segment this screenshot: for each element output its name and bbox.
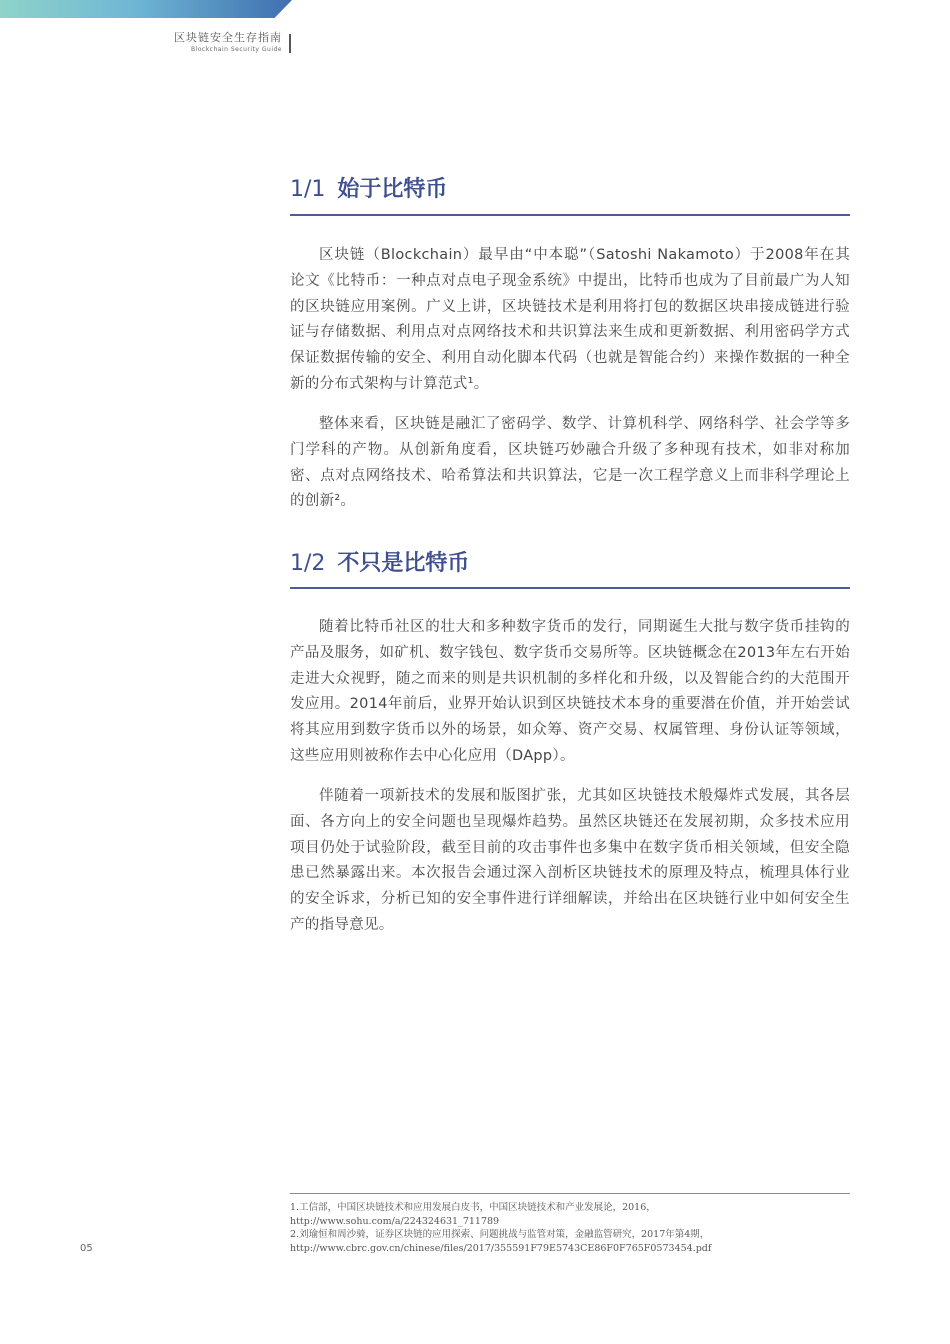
section-rule <box>290 214 850 216</box>
footnote-line: 1.工信部，中国区块链技术和应用发展白皮书，中国区块链技术和产业发展论，2016， <box>290 1202 656 1213</box>
footnote-link[interactable]: http://www.sohu.com/a/224324631_711789 <box>290 1215 500 1227</box>
header-title-cn: 区块链安全生存指南 <box>174 31 282 44</box>
section-title: 始于比特币 <box>337 177 448 202</box>
section-title: 不只是比特币 <box>337 551 470 576</box>
section-rule <box>290 587 850 589</box>
footnote-line: 2.刘瑜恒和周沙骑，证券区块链的应用探索、问题挑战与监管对策，金融监管研究，2017年第4期， <box>290 1229 710 1240</box>
footnote-link[interactable]: http://www.cbrc.gov.cn/chinese/files/2017/355591F79E5743CE86F0F765F0573454.pdf <box>290 1242 712 1254</box>
body-paragraph: 伴随着一项新技术的发展和版图扩张，尤其如区块链技术般爆炸式发展，其各层面、各方向上的安全问题也呈现爆炸趋势。虽然区块链还在发展初期，众多技术应用项目仍处于试验阶段，截至目前的攻击事件也多集中在数字货币相关领域，但安全隐患已然暴露出来。本次报告会通过深入剖析区块链技术的原理及特点，梳理具体行业的安全诉求，分析已知的安全事件进行详细解读，并给出在区块链行业中如何安全生产的指导意见。 <box>290 788 850 933</box>
footnote-rule <box>290 1193 850 1194</box>
body-paragraph: 随着比特币社区的壮大和多种数字货币的发行，同期诞生大批与数字货币挂钩的产品及服务，如矿机、数字钱包、数字货币交易所等。区块链概念在2013年左右开始走进大众视野，随之而来的则是共识机制的多样化和升级，以及智能合约的大范围开发应用。2014年前后，业界开始认识到区块链技术本身的重要潜在价值，并开始尝试将其应用到数字货币以外的场景，如众筹、资产交易、权属管理、身份认证等领域，这些应用则被称作去中心化应用（DApp）。 <box>290 619 850 764</box>
top-decorative-band <box>0 0 292 18</box>
header-divider <box>289 34 291 53</box>
page-number: 05 <box>80 1243 93 1254</box>
footnotes <box>290 1201 850 1255</box>
body-paragraph: 整体来看，区块链是融汇了密码学、数学、计算机科学、网络科学、社会学等多门学科的产物。从创新角度看，区块链巧妙融合升级了多种现有技术，如非对称加密、点对点网络技术、哈希算法和共识算法，它是一次工程学意义上而非科学理论上的创新²。 <box>290 416 850 510</box>
section-number: 1/2 <box>290 551 326 576</box>
section-heading-1-2 <box>290 549 850 579</box>
running-header <box>174 31 282 54</box>
body-paragraph: 区块链（Blockchain）最早由“中本聪”（Satoshi Nakamoto）于2008年在其论文《比特币：一种点对点电子现金系统》中提出，比特币也成为了目前最广为人知的区块链应用案例。广义上讲，区块链技术是利用将打包的数据区块串接成链进行验证与存储数据、利用点对点网络技术和共识算法来生成和更新数据、利用密码学方式保证数据传输的安全、利用自动化脚本代码（也就是智能合约）来操作数据的一种全新的分布式架构与计算范式¹。 <box>290 247 850 392</box>
header-title-en: Blockchain Security Guide <box>190 46 282 53</box>
section-number: 1/1 <box>290 177 326 202</box>
section-heading-1-1 <box>290 175 850 205</box>
